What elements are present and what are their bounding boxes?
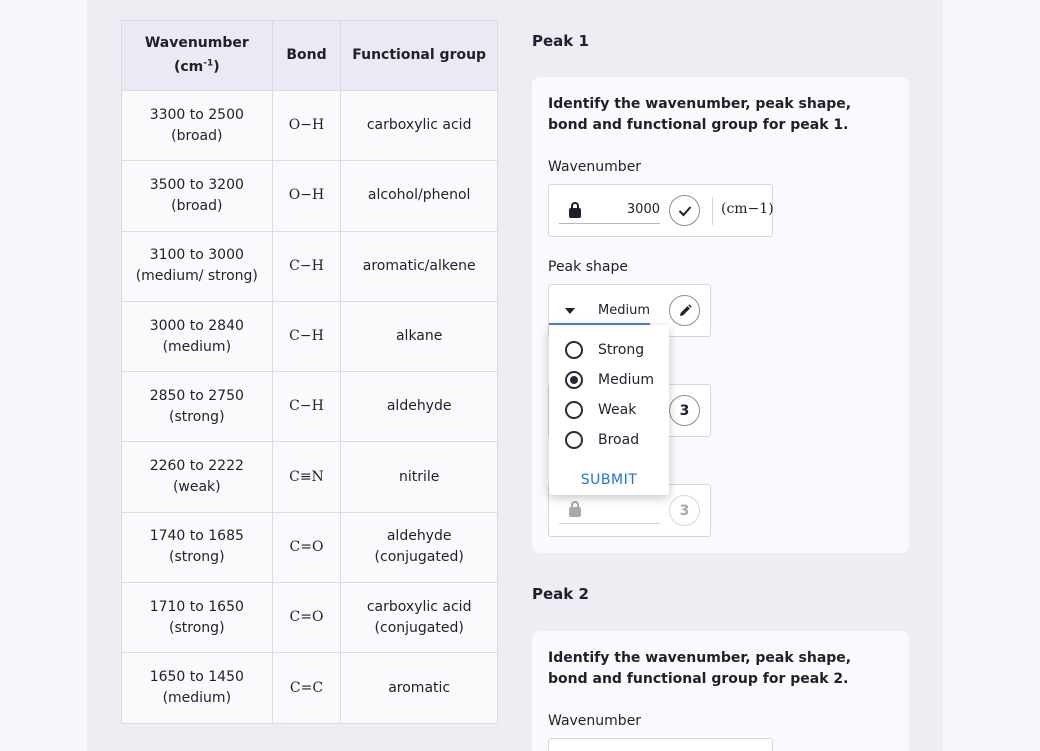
lock-icon (569, 507, 581, 517)
radio-medium[interactable] (565, 371, 583, 389)
wavenumber-value: 3000 (626, 202, 660, 217)
cell-group: aldehyde (341, 372, 498, 442)
peak1-question: Identify the wavenumber, peak shape, bond and functional group for peak 1. (548, 96, 852, 133)
table-header-row (122, 21, 498, 91)
cell-group: alkane (341, 301, 498, 371)
table-row (122, 512, 498, 582)
attempts-badge: 3 (669, 395, 700, 426)
cell-bond: O−H (272, 91, 341, 161)
header-functional-group: Functional group (341, 21, 498, 91)
cell-group: carboxylic acid (341, 91, 498, 161)
attempts-badge: 3 (669, 495, 700, 526)
cell-wavenumber: 2850 to 2750 (strong) (122, 372, 273, 442)
radio-broad[interactable] (565, 431, 583, 449)
edit-button[interactable] (669, 295, 700, 326)
cell-bond: C−H (272, 372, 341, 442)
cell-group: aromatic/alkene (341, 231, 498, 301)
cell-bond: C=C (272, 653, 341, 723)
table-row (122, 301, 498, 371)
submit-button[interactable]: SUBMIT (580, 472, 638, 488)
peak2-question: Identify the wavenumber, peak shape, bond and functional group for peak 2. (548, 650, 852, 687)
table-row (122, 442, 498, 512)
peak-shape-select[interactable]: Medium (598, 303, 650, 318)
option-strong[interactable]: Strong (565, 341, 644, 359)
cell-wavenumber: 3300 to 2500 (broad) (122, 91, 273, 161)
input-underline (559, 223, 660, 224)
wavenumber-unit: (cm−1) (721, 201, 774, 217)
peak2-title: Peak 2 (532, 585, 589, 603)
peak1-title: Peak 1 (532, 32, 589, 50)
cell-bond: C≡N (272, 442, 341, 512)
cell-wavenumber: 3500 to 3200 (broad) (122, 161, 273, 231)
lock-icon (569, 208, 581, 218)
cell-group: aromatic (341, 653, 498, 723)
check-button[interactable] (669, 195, 700, 226)
cell-bond: O−H (272, 161, 341, 231)
unit-divider (712, 197, 713, 225)
wavenumber-answer-box (548, 738, 773, 751)
peak-shape-dropdown (549, 325, 669, 495)
cell-bond: C−H (272, 301, 341, 371)
header-bond: Bond (272, 21, 341, 91)
cell-wavenumber: 3100 to 3000 (medium/ strong) (122, 231, 273, 301)
cell-group: carboxylic acid (conjugated) (341, 583, 498, 653)
table-row (122, 653, 498, 723)
option-medium[interactable]: Medium (565, 371, 654, 389)
radio-strong[interactable] (565, 341, 583, 359)
peak2-card (532, 631, 909, 751)
cell-wavenumber: 1740 to 1685 (strong) (122, 512, 273, 582)
radio-weak[interactable] (565, 401, 583, 419)
table-row (122, 161, 498, 231)
wavenumber-answer-box (548, 184, 773, 237)
cell-wavenumber: 2260 to 2222 (weak) (122, 442, 273, 512)
wavenumber-label: Wavenumber (548, 713, 642, 729)
cell-bond: C=O (272, 583, 341, 653)
cell-wavenumber: 3000 to 2840 (medium) (122, 301, 273, 371)
cell-bond: C=O (272, 512, 341, 582)
table-row (122, 583, 498, 653)
cell-wavenumber: 1650 to 1450 (medium) (122, 653, 273, 723)
option-broad[interactable]: Broad (565, 431, 639, 449)
input-underline (559, 523, 660, 524)
ir-reference-table (121, 20, 498, 724)
option-weak[interactable]: Weak (565, 401, 636, 419)
cell-group: nitrile (341, 442, 498, 512)
cell-group: aldehyde (conjugated) (341, 512, 498, 582)
table-row (122, 231, 498, 301)
check-icon (678, 205, 692, 217)
cell-wavenumber: 1710 to 1650 (strong) (122, 583, 273, 653)
cell-group: alcohol/phenol (341, 161, 498, 231)
table-row (122, 91, 498, 161)
wavenumber-label: Wavenumber (548, 159, 642, 175)
pencil-icon (678, 304, 692, 318)
header-wavenumber: Wavenumber $(cm^{-1})$ (122, 21, 273, 91)
cell-bond: C−H (272, 231, 341, 301)
header-unit: $(cm^{-1})$ (173, 58, 220, 76)
table-row (122, 372, 498, 442)
peak-shape-label: Peak shape (548, 259, 628, 275)
caret-down-icon (565, 308, 575, 314)
